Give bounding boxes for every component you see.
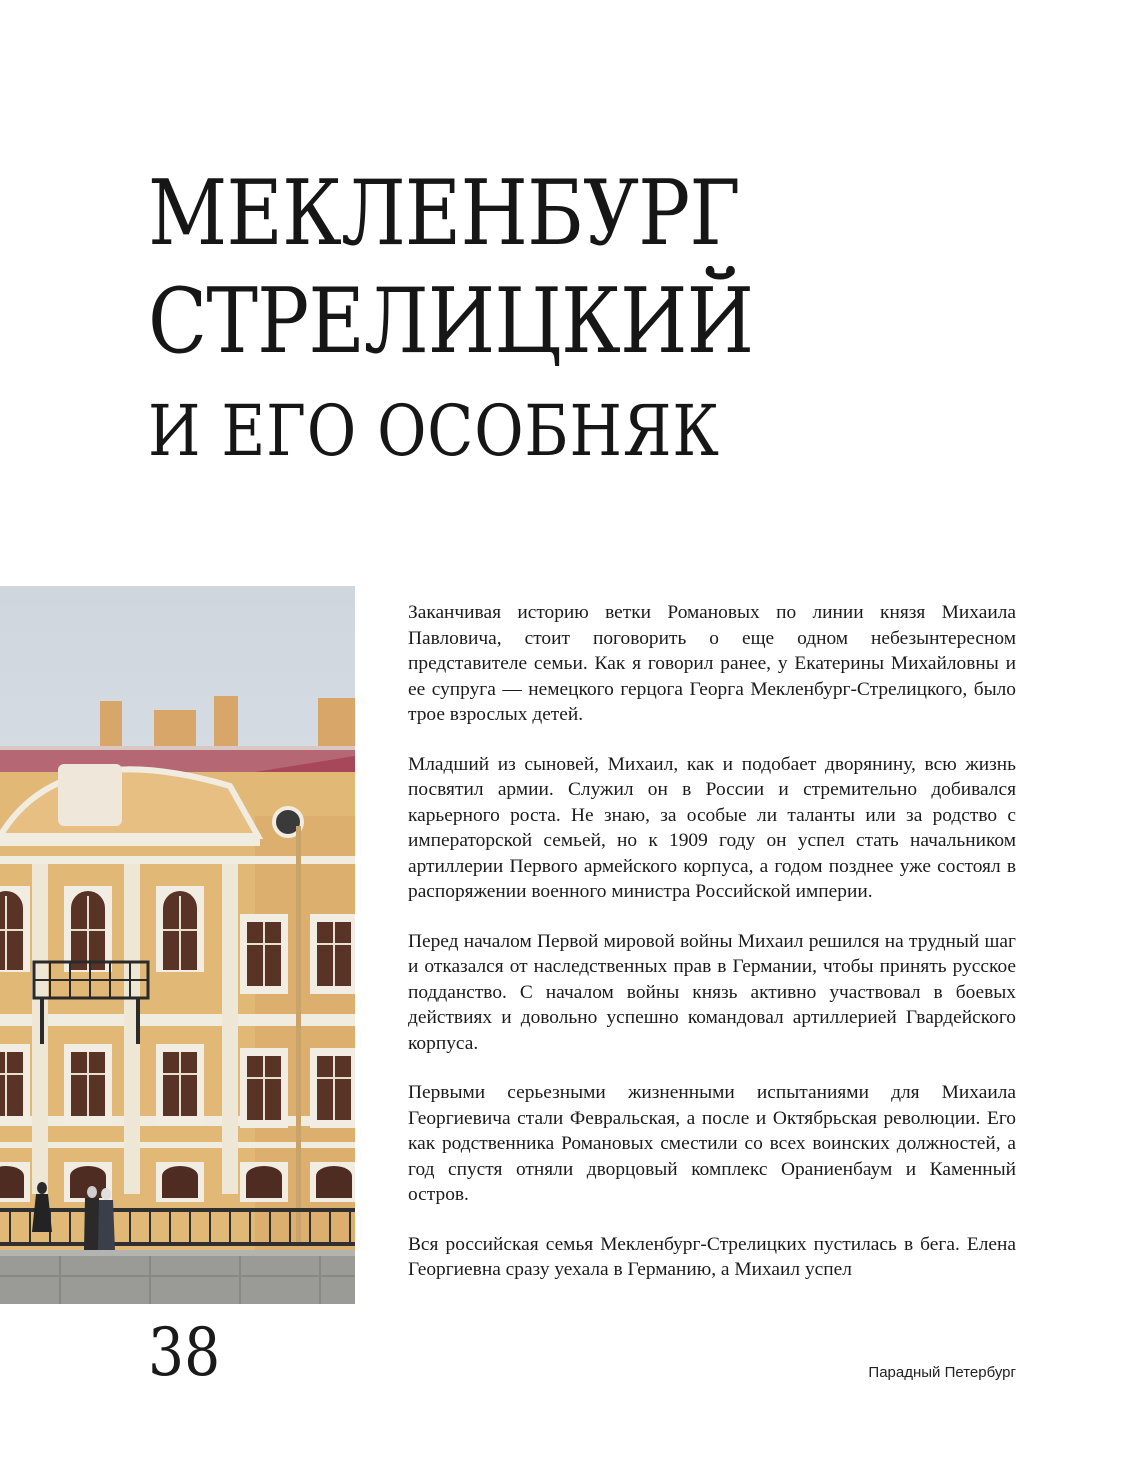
paragraph: Младший из сыновей, Михаил, как и подобает дворянину, всю жизнь посвятил армии. Служил он в России и стремительно добивался карьерного роста. Не знаю, за особые ли таланты или за родство с императорской семьей, но к 1909 году он успел стать начальником артиллерии Первого армейского корпуса, а годом позднее уже состоял в распоряжении военного министра Российской империи. [408, 753, 1016, 902]
paragraph: Первыми серьезными жизненными испытаниями для Михаила Георгиевича стали Февральская, а после и Октябрьская революции. Его как родственника Романовых сместили со всех воинских должностей, а год спустя отняли дворцовый комплекс Ораниенбаум и Каменный остров. [408, 1082, 1016, 1205]
article-body [408, 600, 1016, 1307]
title-line-1: МЕКЛЕНБУРГ [148, 161, 740, 266]
title-line-2: СТРЕЛИЦКИЙ [148, 269, 754, 374]
page-number: 38 [148, 1314, 221, 1391]
mansion-photo [0, 586, 355, 1304]
chapter-title [148, 160, 948, 486]
title-line-3: И ЕГО ОСОБНЯК [148, 390, 720, 472]
paragraph: Заканчивая историю ветки Романовых по линии князя Михаила Павловича, стоит поговорить о еще одном небезынтересном представителе семьи. Как я говорил ранее, у Екатерины Михайловны и ее супруга — немецкого герцога Георга Мекленбург-Стрелицкого, было трое взрослых детей. [408, 602, 1016, 725]
paragraph: Перед началом Первой мировой войны Михаил решился на трудный шаг и отказался от наследственных прав в Германии, чтобы принять русское подданство. С началом войны князь активно участвовал в боевых действиях и довольно успешно командовал артиллерией Гвардейского корпуса. [408, 930, 1016, 1054]
book-title-footer: Парадный Петербург [868, 1364, 1016, 1381]
paragraph: Вся российская семья Мекленбург-Стрелицких пустилась в бега. Елена Георгиевна сразу уехала в Германию, а Михаил успел [408, 1233, 1016, 1280]
